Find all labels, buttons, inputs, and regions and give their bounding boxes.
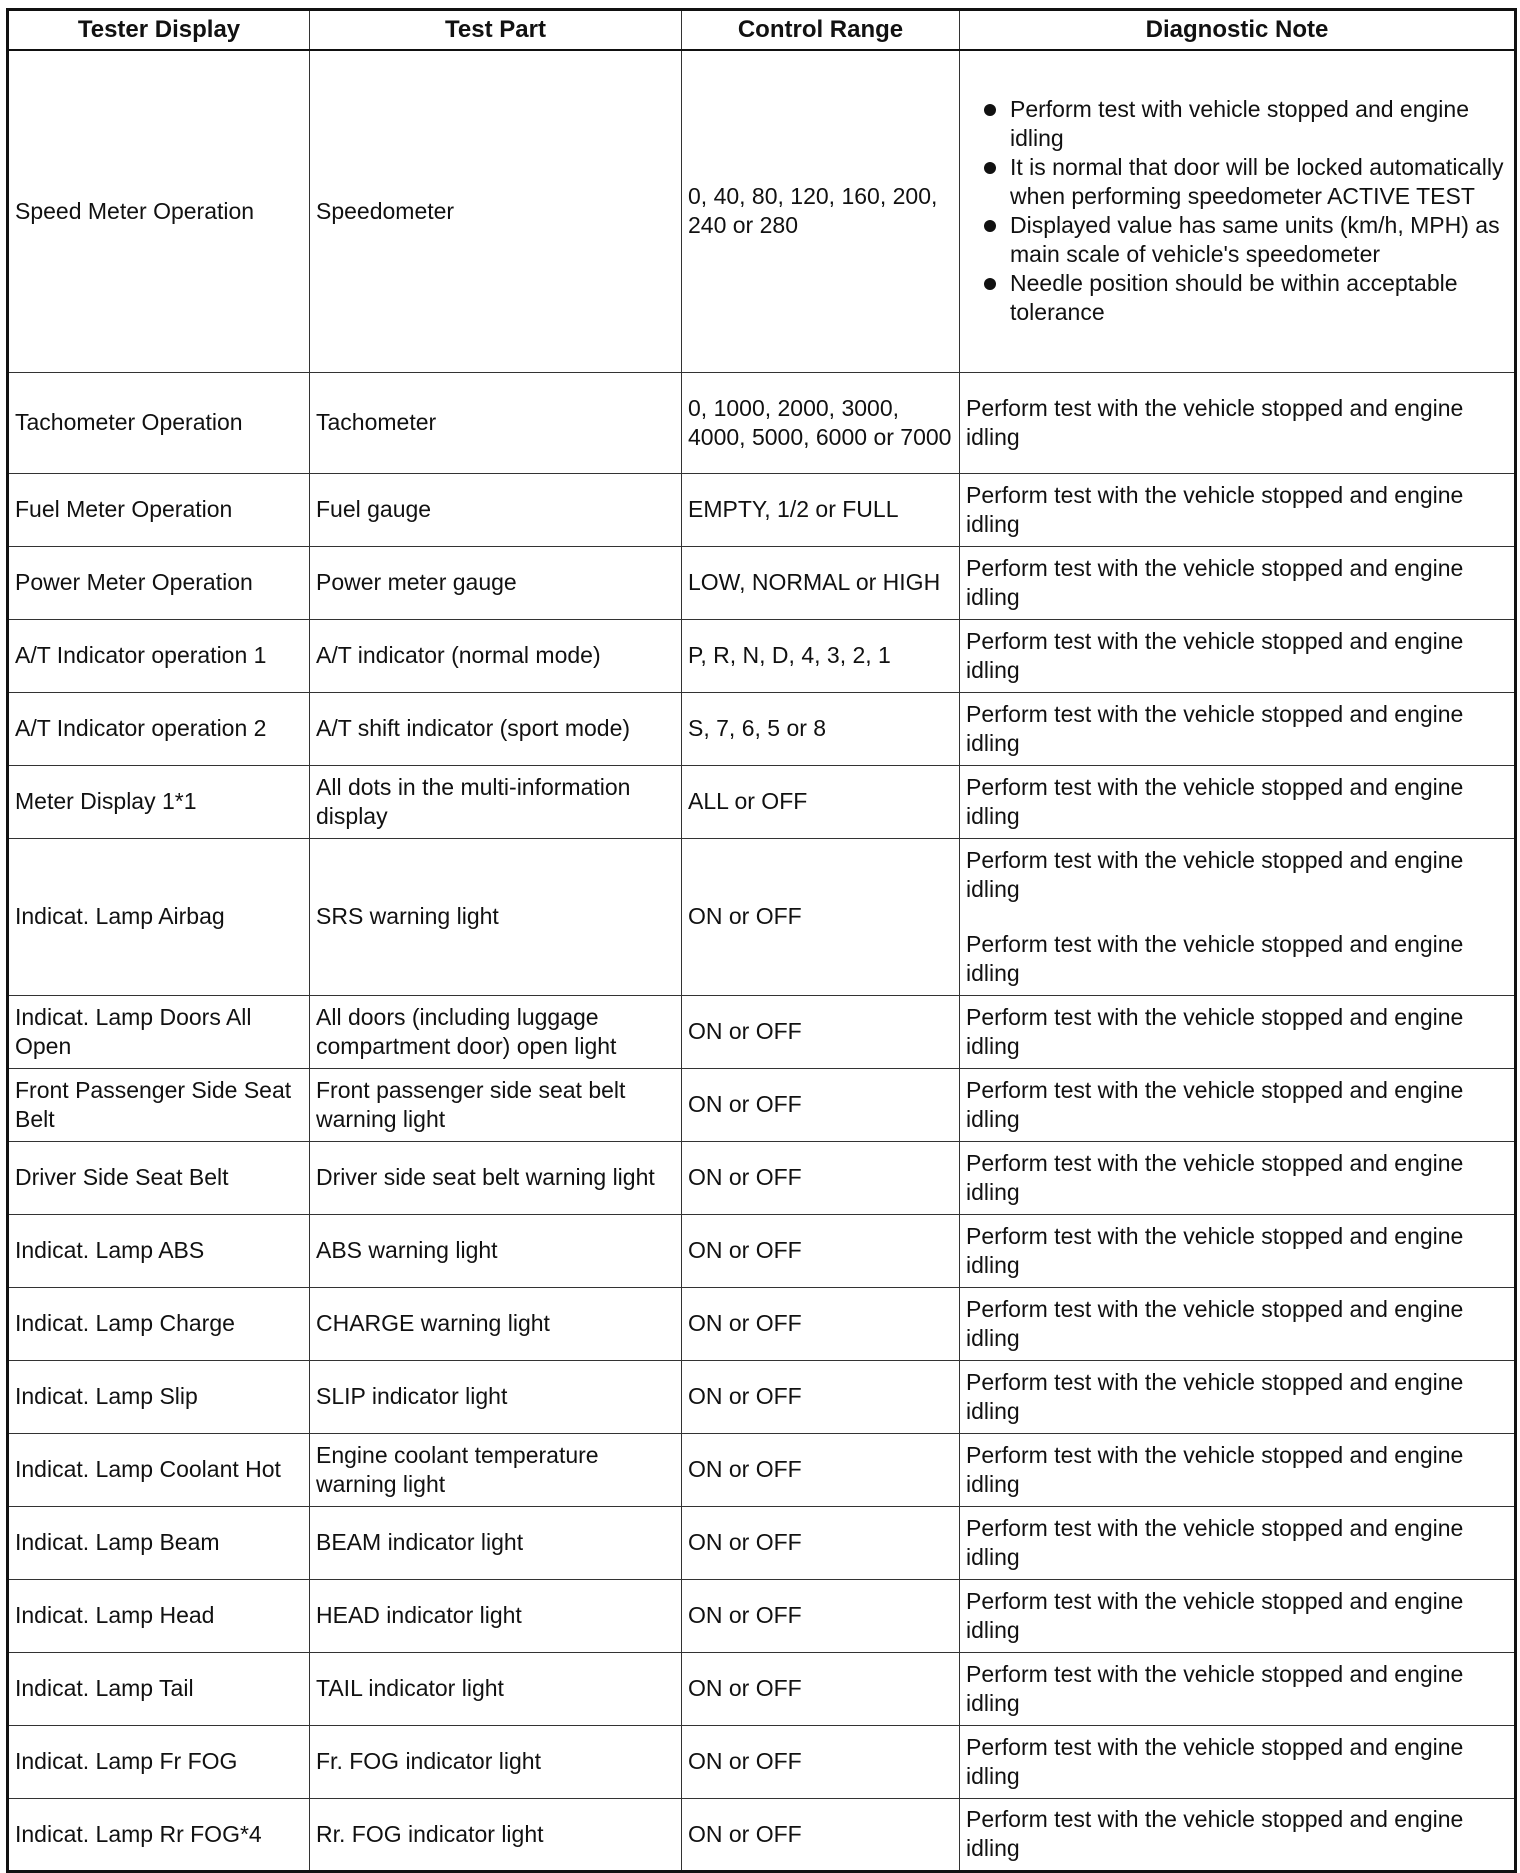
table-row <box>8 372 1516 473</box>
tester-display-cell: A/T Indicator operation 2 <box>8 692 310 765</box>
control-range-cell: 0, 40, 80, 120, 160, 200, 240 or 280 <box>682 50 960 372</box>
control-range-cell: ON or OFF <box>682 1141 960 1214</box>
tester-display-cell: Indicat. Lamp Head <box>8 1579 310 1652</box>
test-part-cell: HEAD indicator light <box>310 1579 682 1652</box>
diagnostic-note-cell: Perform test with the vehicle stopped and engine idling <box>960 995 1516 1068</box>
test-part-cell: All dots in the multi-information display <box>310 765 682 838</box>
diagnostic-note-cell: Perform test with the vehicle stopped and engine idling <box>960 1214 1516 1287</box>
control-range-cell: ON or OFF <box>682 1798 960 1871</box>
table-row <box>8 1579 1516 1652</box>
note-bullet: Needle position should be within acceptable tolerance <box>966 269 1508 327</box>
tester-display-cell: Indicat. Lamp Fr FOG <box>8 1725 310 1798</box>
diagnostic-note-cell: Perform test with the vehicle stopped and engine idling <box>960 1506 1516 1579</box>
table-row <box>8 1433 1516 1506</box>
diagnostic-note-cell: Perform test with the vehicle stopped and engine idling <box>960 1798 1516 1871</box>
control-range-cell: ON or OFF <box>682 1068 960 1141</box>
control-range-cell: S, 7, 6, 5 or 8 <box>682 692 960 765</box>
control-range-cell: ON or OFF <box>682 1214 960 1287</box>
diagnostic-note-cell: Perform test with the vehicle stopped and engine idling <box>960 372 1516 473</box>
table-row <box>8 995 1516 1068</box>
table-row <box>8 838 1516 995</box>
test-part-cell: Driver side seat belt warning light <box>310 1141 682 1214</box>
note-spacer <box>966 904 1508 930</box>
tester-display-cell: A/T Indicator operation 1 <box>8 619 310 692</box>
header-diagnostic-note: Diagnostic Note <box>960 10 1516 51</box>
tester-display-cell: Indicat. Lamp Tail <box>8 1652 310 1725</box>
tester-display-cell: Indicat. Lamp Airbag <box>8 838 310 995</box>
table-row <box>8 473 1516 546</box>
table-row <box>8 1141 1516 1214</box>
control-range-cell: ON or OFF <box>682 1579 960 1652</box>
table-row <box>8 765 1516 838</box>
control-range-cell: EMPTY, 1/2 or FULL <box>682 473 960 546</box>
header-control-range: Control Range <box>682 10 960 51</box>
diagnostic-note-cell: Perform test with the vehicle stopped and engine idling <box>960 619 1516 692</box>
control-range-cell: 0, 1000, 2000, 3000, 4000, 5000, 6000 or 7000 <box>682 372 960 473</box>
note-bullet: Displayed value has same units (km/h, MPH) as main scale of vehicle's speedometer <box>966 211 1508 269</box>
table-row <box>8 692 1516 765</box>
diagnostic-note-cell <box>960 838 1516 995</box>
tester-display-cell: Fuel Meter Operation <box>8 473 310 546</box>
test-part-cell: Front passenger side seat belt warning light <box>310 1068 682 1141</box>
diagnostic-note-cell: Perform test with the vehicle stopped and engine idling <box>960 1579 1516 1652</box>
note-bullet: It is normal that door will be locked automatically when performing speedometer ACTIVE TEST <box>966 153 1508 211</box>
tester-display-cell: Front Passenger Side Seat Belt <box>8 1068 310 1141</box>
diagnostic-note-cell: Perform test with the vehicle stopped and engine idling <box>960 1725 1516 1798</box>
tester-display-cell: Driver Side Seat Belt <box>8 1141 310 1214</box>
test-part-cell: A/T shift indicator (sport mode) <box>310 692 682 765</box>
control-range-cell: ON or OFF <box>682 1360 960 1433</box>
tester-display-cell: Meter Display 1*1 <box>8 765 310 838</box>
test-part-cell: All doors (including luggage compartment door) open light <box>310 995 682 1068</box>
test-part-cell: Speedometer <box>310 50 682 372</box>
test-part-cell: TAIL indicator light <box>310 1652 682 1725</box>
test-part-cell: CHARGE warning light <box>310 1287 682 1360</box>
control-range-cell: ON or OFF <box>682 838 960 995</box>
test-part-cell: ABS warning light <box>310 1214 682 1287</box>
control-range-cell: ON or OFF <box>682 1506 960 1579</box>
table-row <box>8 1725 1516 1798</box>
active-test-table <box>6 8 1517 1873</box>
control-range-cell: ON or OFF <box>682 1433 960 1506</box>
diagnostic-note-cell: Perform test with the vehicle stopped and engine idling <box>960 765 1516 838</box>
tester-display-cell: Indicat. Lamp Charge <box>8 1287 310 1360</box>
diagnostic-note-cell: Perform test with the vehicle stopped and engine idling <box>960 692 1516 765</box>
test-part-cell: SRS warning light <box>310 838 682 995</box>
control-range-cell: P, R, N, D, 4, 3, 2, 1 <box>682 619 960 692</box>
header-tester-display: Tester Display <box>8 10 310 51</box>
control-range-cell: ON or OFF <box>682 995 960 1068</box>
table-row <box>8 546 1516 619</box>
tester-display-cell: Indicat. Lamp Rr FOG*4 <box>8 1798 310 1871</box>
diagnostic-note-cell: Perform test with the vehicle stopped and engine idling <box>960 1287 1516 1360</box>
test-part-cell: BEAM indicator light <box>310 1506 682 1579</box>
diagnostic-note-cell: Perform test with the vehicle stopped and engine idling <box>960 1141 1516 1214</box>
table-row <box>8 1798 1516 1871</box>
diagnostic-note-cell: Perform test with the vehicle stopped and engine idling <box>960 1652 1516 1725</box>
table-row <box>8 1214 1516 1287</box>
test-part-cell: Fr. FOG indicator light <box>310 1725 682 1798</box>
tester-display-cell: Indicat. Lamp Coolant Hot <box>8 1433 310 1506</box>
header-row <box>8 10 1516 51</box>
diagnostic-note-cell: Perform test with the vehicle stopped and engine idling <box>960 546 1516 619</box>
test-part-cell: Power meter gauge <box>310 546 682 619</box>
control-range-cell: ON or OFF <box>682 1287 960 1360</box>
table-row <box>8 1652 1516 1725</box>
control-range-cell: ALL or OFF <box>682 765 960 838</box>
tester-display-cell: Power Meter Operation <box>8 546 310 619</box>
diagnostic-note-cell: Perform test with the vehicle stopped and engine idling <box>960 473 1516 546</box>
table-row <box>8 1287 1516 1360</box>
diagnostic-note-list <box>966 95 1508 327</box>
control-range-cell: ON or OFF <box>682 1652 960 1725</box>
tester-display-cell: Indicat. Lamp ABS <box>8 1214 310 1287</box>
tester-display-cell: Indicat. Lamp Slip <box>8 1360 310 1433</box>
tester-display-cell: Tachometer Operation <box>8 372 310 473</box>
diagnostic-note-cell: Perform test with the vehicle stopped and engine idling <box>960 1360 1516 1433</box>
test-part-cell: SLIP indicator light <box>310 1360 682 1433</box>
table-row <box>8 50 1516 372</box>
note-bullet: Perform test with vehicle stopped and engine idling <box>966 95 1508 153</box>
table-row <box>8 1068 1516 1141</box>
test-part-cell: Rr. FOG indicator light <box>310 1798 682 1871</box>
header-test-part: Test Part <box>310 10 682 51</box>
control-range-cell: ON or OFF <box>682 1725 960 1798</box>
tester-display-cell: Indicat. Lamp Doors All Open <box>8 995 310 1068</box>
diagnostic-note-text: Perform test with the vehicle stopped and engine idling <box>966 930 1464 986</box>
test-part-cell: Tachometer <box>310 372 682 473</box>
tester-display-cell: Indicat. Lamp Beam <box>8 1506 310 1579</box>
test-part-cell: Engine coolant temperature warning light <box>310 1433 682 1506</box>
table-row <box>8 619 1516 692</box>
control-range-cell: LOW, NORMAL or HIGH <box>682 546 960 619</box>
test-part-cell: Fuel gauge <box>310 473 682 546</box>
table-row <box>8 1506 1516 1579</box>
diagnostic-note-cell: Perform test with the vehicle stopped and engine idling <box>960 1433 1516 1506</box>
diagnostic-note-cell <box>960 50 1516 372</box>
diagnostic-note-text: Perform test with the vehicle stopped and engine idling <box>966 846 1464 902</box>
diagnostic-note-cell: Perform test with the vehicle stopped and engine idling <box>960 1068 1516 1141</box>
table-row <box>8 1360 1516 1433</box>
test-part-cell: A/T indicator (normal mode) <box>310 619 682 692</box>
tester-display-cell: Speed Meter Operation <box>8 50 310 372</box>
